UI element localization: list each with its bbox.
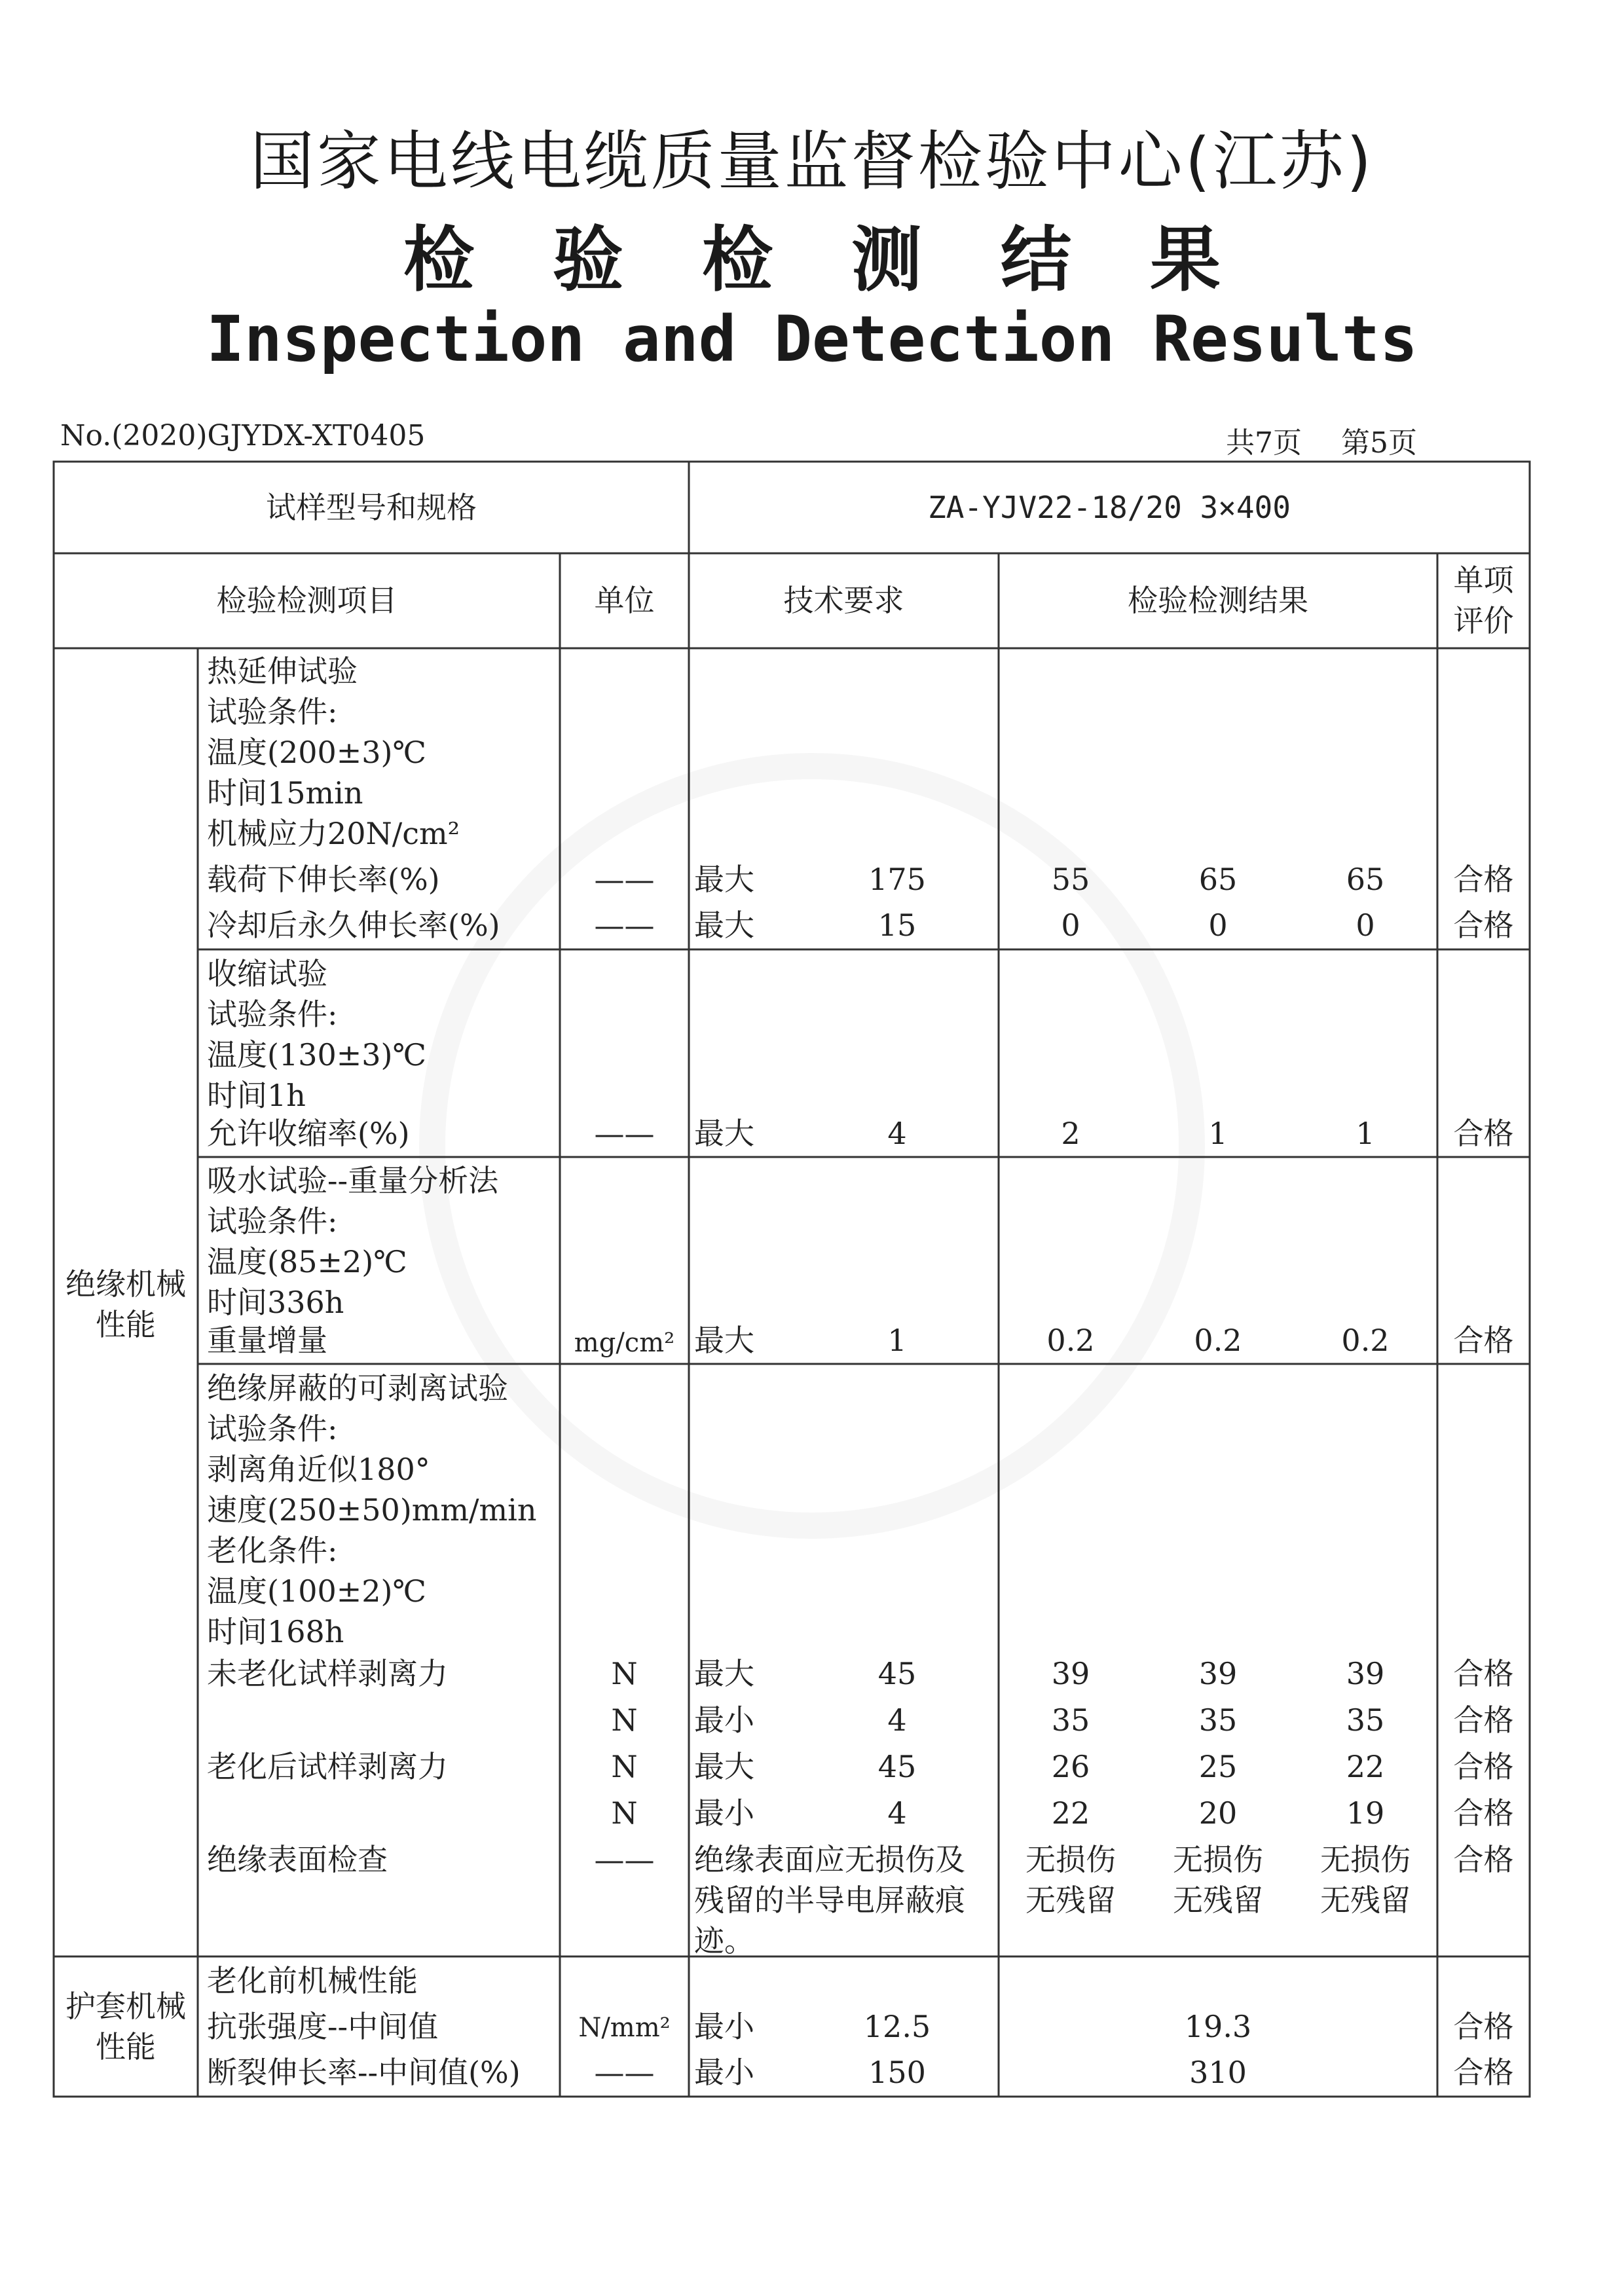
water-test-time: 时间336h bbox=[207, 1285, 344, 1320]
group-sheath-label-2: 性能 bbox=[96, 2029, 156, 2065]
water-test-condition: 试验条件: bbox=[207, 1203, 338, 1239]
surface-requirement-line-2: 残留的半导电屏蔽痕 bbox=[694, 1882, 965, 1918]
row-result-1: 26 bbox=[1051, 1749, 1090, 1784]
row-req-type: 最大 bbox=[694, 1749, 754, 1784]
row-result-1: 39 bbox=[1051, 1656, 1090, 1691]
organization-name: 国家电线电缆质量监督检验中心(江苏) bbox=[249, 124, 1375, 199]
row-name: 重量增量 bbox=[207, 1323, 327, 1358]
spec-label: 试样型号和规格 bbox=[266, 490, 477, 525]
sheath-test-title: 老化前机械性能 bbox=[207, 1963, 418, 1998]
row-result-3: 0 bbox=[1356, 908, 1375, 943]
row-req-type: 最小 bbox=[694, 2055, 754, 2090]
row-req-type: 最大 bbox=[694, 1323, 754, 1358]
row-result-1: 55 bbox=[1051, 862, 1090, 897]
row-unit: N bbox=[611, 1749, 638, 1784]
row-req-value: 4 bbox=[887, 1795, 907, 1831]
row-req-value: 150 bbox=[868, 2055, 926, 2090]
water-test-title: 吸水试验--重量分析法 bbox=[207, 1163, 499, 1198]
row-result-1: 35 bbox=[1051, 1702, 1090, 1738]
row-name: 抗张强度--中间值 bbox=[207, 2009, 439, 2044]
row-evaluation: 合格 bbox=[1453, 2009, 1514, 2044]
hot-test-temperature: 温度(200±3)℃ bbox=[207, 735, 426, 770]
row-result-2: 0.2 bbox=[1194, 1323, 1242, 1358]
shrink-test-temperature: 温度(130±3)℃ bbox=[207, 1037, 426, 1073]
strip-test-condition: 试验条件: bbox=[207, 1411, 338, 1446]
row-name: 冷却后永久伸长率(%) bbox=[207, 908, 500, 943]
row-result-3: 0.2 bbox=[1341, 1323, 1390, 1358]
row-unit: —— bbox=[594, 862, 655, 897]
header-result: 检验检测结果 bbox=[1128, 583, 1308, 618]
row-evaluation: 合格 bbox=[1453, 1702, 1514, 1738]
row-result-2: 25 bbox=[1198, 1749, 1238, 1784]
row-req-type: 最大 bbox=[694, 1656, 754, 1691]
row-result-1-line-1: 无损伤 bbox=[1025, 1842, 1116, 1877]
group-insulation-label-1: 绝缘机械 bbox=[65, 1266, 186, 1302]
surface-requirement-line-3: 迹。 bbox=[694, 1923, 754, 1958]
row-evaluation: 合格 bbox=[1453, 1749, 1514, 1784]
row-result-2: 20 bbox=[1198, 1795, 1238, 1831]
row-name-aged: 老化后试样剥离力 bbox=[207, 1749, 448, 1784]
hot-test-time: 时间15min bbox=[207, 775, 363, 811]
shrink-test-condition: 试验条件: bbox=[207, 997, 338, 1032]
header-evaluation-1: 单项 bbox=[1453, 562, 1514, 598]
row-req-value: 1 bbox=[887, 1323, 907, 1358]
row-result-2: 35 bbox=[1198, 1702, 1238, 1738]
row-evaluation: 合格 bbox=[1453, 1656, 1514, 1691]
row-req-value: 175 bbox=[868, 862, 926, 897]
row-result-3: 22 bbox=[1346, 1749, 1385, 1784]
report-number: No.(2020)GJYDX-XT0405 bbox=[60, 419, 426, 452]
spec-value: ZA-YJV22-18/20 3×400 bbox=[928, 490, 1291, 525]
row-result-median: 310 bbox=[1189, 2055, 1247, 2090]
row-unit: N bbox=[611, 1702, 638, 1738]
row-req-type: 最大 bbox=[694, 1116, 754, 1151]
row-result-2: 1 bbox=[1208, 1116, 1228, 1151]
row-result-1: 0.2 bbox=[1046, 1323, 1095, 1358]
row-unit: —— bbox=[594, 908, 655, 943]
row-result-median: 19.3 bbox=[1184, 2009, 1252, 2044]
row-result-3: 19 bbox=[1346, 1795, 1385, 1831]
row-unit: N/mm² bbox=[578, 2013, 671, 2043]
row-result-1-line-2: 无残留 bbox=[1025, 1882, 1116, 1918]
row-req-value: 45 bbox=[877, 1656, 917, 1691]
row-evaluation: 合格 bbox=[1453, 908, 1514, 943]
shrink-test-title: 收缩试验 bbox=[207, 956, 327, 991]
header-evaluation-2: 评价 bbox=[1453, 603, 1514, 638]
row-unit: N bbox=[611, 1795, 638, 1831]
water-test-temperature: 温度(85±2)℃ bbox=[207, 1244, 407, 1279]
row-req-type: 最小 bbox=[694, 2009, 754, 2044]
group-sheath-label-1: 护套机械 bbox=[65, 1989, 186, 2024]
row-req-value: 12.5 bbox=[863, 2009, 931, 2044]
header-item: 检验检测项目 bbox=[216, 583, 397, 618]
row-result-2-line-2: 无残留 bbox=[1173, 1882, 1263, 1918]
hot-test-condition: 试验条件: bbox=[207, 694, 338, 729]
row-name-unaged: 未老化试样剥离力 bbox=[207, 1656, 448, 1691]
row-unit: —— bbox=[594, 2055, 655, 2090]
row-req-value: 45 bbox=[877, 1749, 917, 1784]
row-req-type: 最小 bbox=[694, 1795, 754, 1831]
row-req-type: 最大 bbox=[694, 862, 754, 897]
strip-test-angle: 剥离角近似180° bbox=[207, 1452, 430, 1487]
row-req-type: 最小 bbox=[694, 1702, 754, 1738]
row-evaluation: 合格 bbox=[1453, 1795, 1514, 1831]
hot-test-title: 热延伸试验 bbox=[207, 653, 358, 689]
row-unit: —— bbox=[594, 1116, 655, 1151]
row-result-2: 39 bbox=[1198, 1656, 1238, 1691]
current-page: 第5页 bbox=[1341, 426, 1417, 460]
row-result-2-line-1: 无损伤 bbox=[1173, 1842, 1263, 1877]
row-unit: mg/cm² bbox=[574, 1328, 675, 1358]
strip-test-aging-temperature: 温度(100±2)℃ bbox=[207, 1573, 426, 1609]
row-result-2: 65 bbox=[1198, 862, 1238, 897]
hot-test-stress: 机械应力20N/cm² bbox=[207, 816, 460, 851]
row-result-1: 2 bbox=[1061, 1116, 1080, 1151]
row-evaluation: 合格 bbox=[1453, 862, 1514, 897]
strip-test-aging-condition: 老化条件: bbox=[207, 1533, 338, 1568]
row-result-3: 39 bbox=[1346, 1656, 1385, 1691]
strip-test-title: 绝缘屏蔽的可剥离试验 bbox=[207, 1370, 508, 1406]
row-req-value: 4 bbox=[887, 1702, 907, 1738]
row-result-1: 22 bbox=[1051, 1795, 1090, 1831]
title-chinese: 检验检测结果 bbox=[403, 219, 1299, 301]
surface-requirement-line-1: 绝缘表面应无损伤及 bbox=[694, 1842, 965, 1877]
row-name: 载荷下伸长率(%) bbox=[207, 862, 440, 897]
row-unit: —— bbox=[594, 1842, 655, 1877]
header-requirement: 技术要求 bbox=[783, 583, 904, 618]
row-name: 断裂伸长率--中间值(%) bbox=[207, 2055, 521, 2090]
row-evaluation: 合格 bbox=[1453, 1116, 1514, 1151]
header-unit: 单位 bbox=[594, 583, 655, 618]
row-result-3: 65 bbox=[1346, 862, 1385, 897]
total-pages: 共7页 bbox=[1226, 426, 1302, 460]
strip-test-speed: 速度(250±50)mm/min bbox=[207, 1492, 537, 1528]
row-result-2: 0 bbox=[1208, 908, 1228, 943]
strip-test-aging-time: 时间168h bbox=[207, 1614, 344, 1649]
row-req-value: 15 bbox=[877, 908, 917, 943]
title-english: Inspection and Detection Results bbox=[206, 303, 1418, 376]
row-result-3: 1 bbox=[1356, 1116, 1375, 1151]
row-result-1: 0 bbox=[1061, 908, 1080, 943]
row-result-3-line-2: 无残留 bbox=[1320, 1882, 1411, 1918]
row-req-type: 最大 bbox=[694, 908, 754, 943]
row-unit: N bbox=[611, 1656, 638, 1691]
row-name: 允许收缩率(%) bbox=[207, 1116, 410, 1151]
row-name-surface: 绝缘表面检查 bbox=[207, 1842, 388, 1877]
row-evaluation: 合格 bbox=[1453, 1842, 1514, 1877]
row-evaluation: 合格 bbox=[1453, 1323, 1514, 1358]
group-insulation-label-2: 性能 bbox=[96, 1307, 156, 1342]
row-evaluation: 合格 bbox=[1453, 2055, 1514, 2090]
row-result-3-line-1: 无损伤 bbox=[1320, 1842, 1411, 1877]
shrink-test-time: 时间1h bbox=[207, 1078, 306, 1113]
row-req-value: 4 bbox=[887, 1116, 907, 1151]
row-result-3: 35 bbox=[1346, 1702, 1385, 1738]
